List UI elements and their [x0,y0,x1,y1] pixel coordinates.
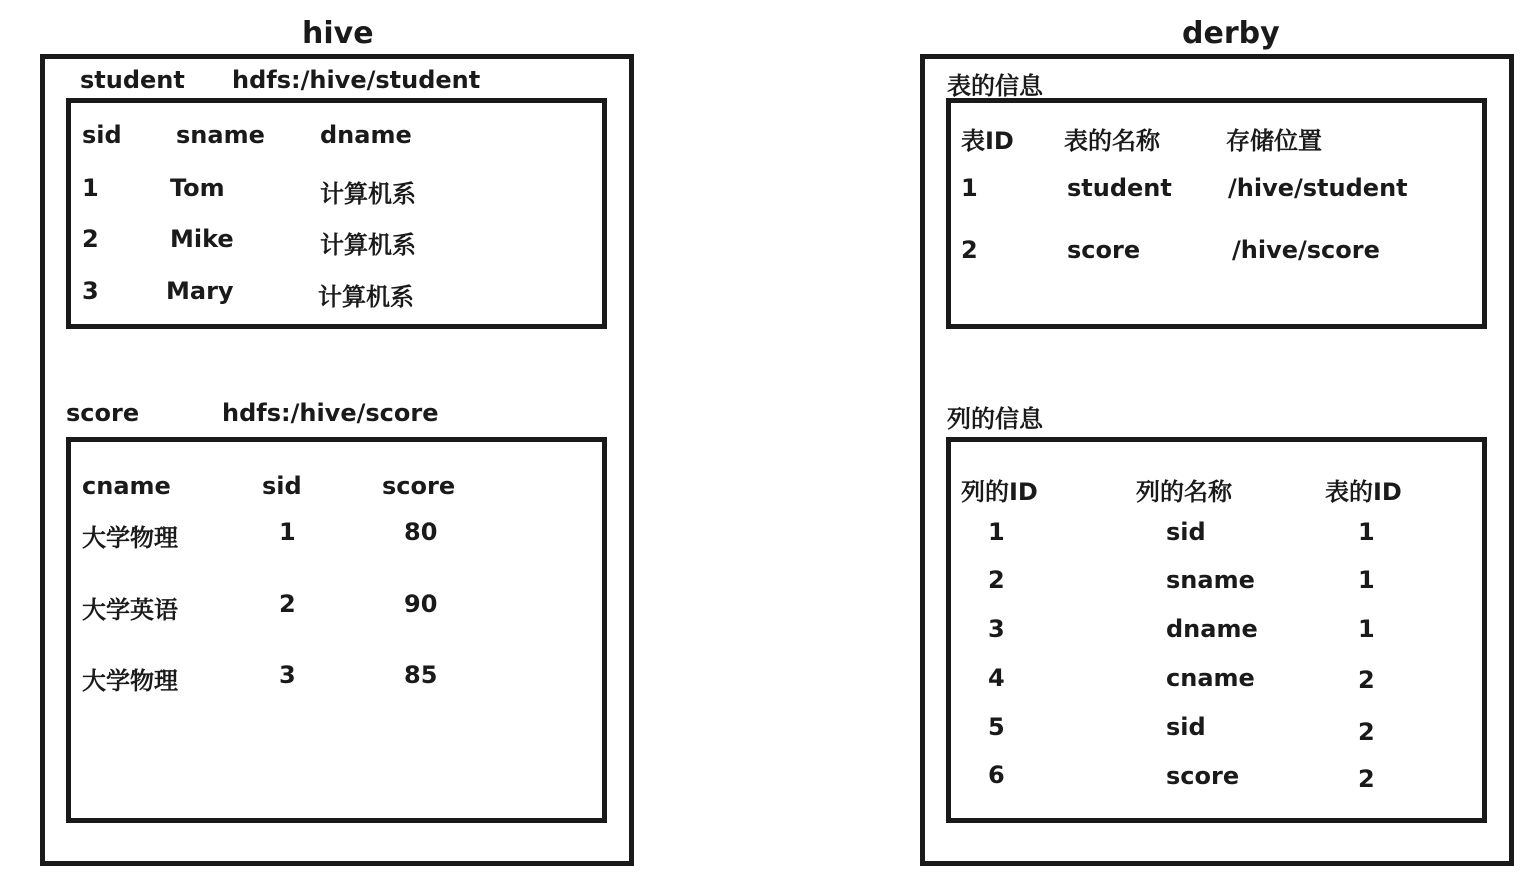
column-info-row1-name: sid [1166,518,1206,546]
score-header-score: score [382,472,456,500]
column-info-header-name: 列的名称 [1136,478,1232,506]
column-info-row1-id: 1 [988,518,1005,546]
score-table-location: hdfs:/hive/score [222,399,439,427]
table-info-row1-name: student [1067,174,1172,202]
student-row3-dname: 计算机系 [318,283,414,311]
score-row1-cname: 大学物理 [82,524,178,552]
student-row2-sid: 2 [82,225,99,253]
column-info-row6-name: score [1166,762,1240,790]
student-row3-sid: 3 [82,277,99,305]
student-row1-dname: 计算机系 [320,180,416,208]
table-info-row1-location: /hive/student [1228,174,1408,202]
table-info-label: 表的信息 [947,72,1043,100]
score-row2-sid: 2 [279,590,296,618]
column-info-row3-id: 3 [988,615,1005,643]
score-row3-sid: 3 [279,661,296,689]
column-info-row5-name: sid [1166,713,1206,741]
column-info-row4-name: cname [1166,664,1255,692]
column-info-row5-table-id: 2 [1358,718,1375,746]
student-header-sid: sid [82,121,122,149]
column-info-row1-table-id: 1 [1358,518,1375,546]
score-row1-score: 80 [404,518,438,546]
column-info-header-id: 列的ID [961,478,1038,506]
derby-title: derby [1182,16,1280,51]
table-info-row2-location: /hive/score [1232,236,1380,264]
table-info-row2-name: score [1067,236,1141,264]
student-row2-sname: Mike [170,225,234,253]
column-info-label: 列的信息 [947,405,1043,433]
score-header-cname: cname [82,472,171,500]
column-info-row4-id: 4 [988,664,1005,692]
student-row1-sid: 1 [82,174,99,202]
student-row2-dname: 计算机系 [320,231,416,259]
table-info-header-name: 表的名称 [1064,127,1160,155]
table-info-row2-id: 2 [961,236,978,264]
column-info-row3-table-id: 1 [1358,615,1375,643]
score-row2-cname: 大学英语 [82,596,178,624]
student-table-name: student [80,66,185,94]
student-header-dname: dname [320,121,412,149]
student-table-location: hdfs:/hive/student [232,66,481,94]
column-info-row2-name: sname [1166,566,1255,594]
table-info-header-id: 表ID [961,127,1014,155]
hive-title: hive [302,16,374,51]
column-info-row3-name: dname [1166,615,1258,643]
column-info-row5-id: 5 [988,713,1005,741]
table-info-table [946,98,1487,329]
student-header-sname: sname [176,121,265,149]
table-info-header-location: 存储位置 [1226,127,1322,155]
score-header-sid: sid [262,472,302,500]
score-table-name: score [66,399,140,427]
student-row3-sname: Mary [166,277,234,305]
column-info-header-table-id: 表的ID [1325,478,1402,506]
score-row2-score: 90 [404,590,438,618]
column-info-row2-table-id: 1 [1358,566,1375,594]
score-row3-cname: 大学物理 [82,667,178,695]
column-info-row2-id: 2 [988,566,1005,594]
table-info-row1-id: 1 [961,174,978,202]
column-info-row4-table-id: 2 [1358,666,1375,694]
score-row3-score: 85 [404,661,438,689]
score-row1-sid: 1 [279,518,296,546]
column-info-row6-table-id: 2 [1358,765,1375,793]
column-info-row6-id: 6 [988,761,1005,789]
student-row1-sname: Tom [170,174,225,202]
